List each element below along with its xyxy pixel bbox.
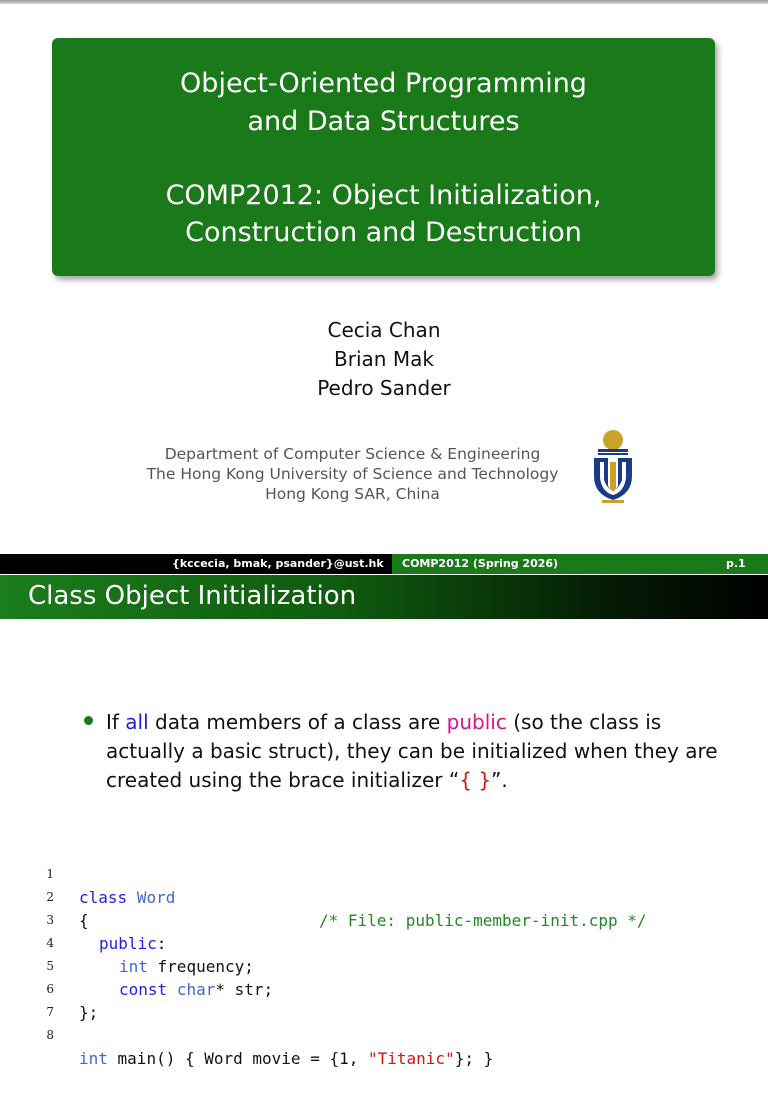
- affiliation-line: Hong Kong SAR, China: [265, 485, 440, 503]
- code-text: :: [156, 934, 167, 953]
- code-line: [0, 955, 99, 1022]
- bullet-text-part: (so the class is actually a basic struct), they can be initialized when they are created using the brace initializer “: [106, 710, 718, 792]
- line-number: 1: [46, 867, 54, 881]
- line-number: 8: [46, 1028, 54, 1042]
- code-type: char: [176, 980, 216, 999]
- slide-footer: [0, 554, 768, 574]
- code-string: "Titanic": [368, 1049, 455, 1068]
- bullet-text-part: ”.: [491, 768, 508, 792]
- line-number: 7: [46, 1005, 54, 1019]
- footer-course: COMP2012 (Spring 2026): [402, 557, 559, 570]
- code-keyword: const: [119, 980, 168, 999]
- code-text: frequency;: [147, 957, 254, 976]
- title-block: [52, 38, 715, 276]
- frame-title-bar: [0, 575, 768, 619]
- code-type: int: [119, 957, 148, 976]
- code-keyword: public: [99, 934, 157, 953]
- title-line-1: Object-Oriented Programming: [180, 68, 587, 99]
- code-class-name: Word: [136, 888, 176, 907]
- line-number: 2: [46, 890, 54, 904]
- footer-emails: {kccecia, bmak, psander}@ust.hk: [172, 557, 384, 570]
- brace-initializer: { }: [459, 768, 492, 792]
- code-line: [0, 1001, 494, 1068]
- code-text: };: [79, 1003, 99, 1022]
- code-type: int: [79, 1049, 108, 1068]
- code-keyword: class: [79, 888, 128, 907]
- bullet-text: [106, 708, 726, 795]
- code-line: [0, 863, 89, 930]
- bullet-icon: [84, 716, 93, 725]
- affiliation-line: Department of Computer Science & Engineering: [164, 445, 541, 463]
- code-text: * str;: [215, 980, 274, 999]
- author-name: Cecia Chan: [327, 318, 441, 342]
- affiliation: [140, 444, 565, 504]
- subtitle-line-1: COMP2012: Object Initialization,: [165, 180, 602, 211]
- bullet-text-part: If: [106, 710, 126, 734]
- authors-list: [0, 316, 768, 403]
- frame-title: Class Object Initialization: [28, 581, 357, 611]
- footer-right: [392, 554, 768, 574]
- line-number: 6: [46, 982, 54, 996]
- keyword-all: all: [125, 710, 149, 734]
- subtitle-line-2: Construction and Destruction: [185, 217, 582, 248]
- line-number: 4: [46, 936, 54, 950]
- author-name: Pedro Sander: [317, 376, 451, 400]
- code-line: [0, 840, 647, 930]
- code-text: {: [79, 911, 89, 930]
- line-number: 5: [46, 959, 54, 973]
- line-number: 3: [46, 913, 54, 927]
- slide-top-edge: [0, 0, 768, 4]
- title-line-2: and Data Structures: [247, 106, 520, 137]
- footer-left: [0, 554, 392, 574]
- code-line: [0, 978, 54, 1019]
- author-name: Brian Mak: [334, 347, 434, 371]
- hkust-logo-icon: [588, 428, 638, 504]
- code-comment: /* File: public-member-init.cpp */: [319, 911, 647, 930]
- code-text: main() { Word movie = {1,: [107, 1049, 368, 1068]
- affiliation-line: The Hong Kong University of Science and Technology: [146, 465, 559, 483]
- footer-page-number: p.1: [726, 557, 746, 570]
- bullet-text-part: data members of a class are: [148, 710, 447, 734]
- keyword-public: public: [446, 710, 507, 734]
- code-text: }; }: [454, 1049, 494, 1068]
